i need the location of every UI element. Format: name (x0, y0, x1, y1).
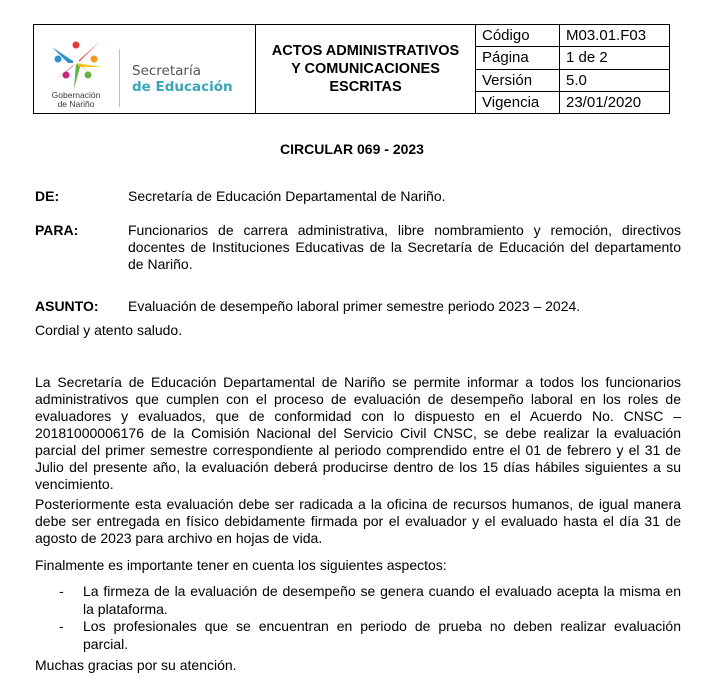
meta-value-vigencia: 23/01/2020 (560, 91, 670, 113)
meta-label-pagina: Página (476, 47, 560, 69)
meta-label-codigo: Código (476, 25, 560, 47)
logo-gov-line-1: Gobernación (51, 90, 101, 100)
list-item-text: La firmeza de la evaluación de desempeño se genera cuando el evaluado acepta la misma en la plataforma. (83, 583, 681, 617)
meta-value-codigo: M03.01.F03 (560, 25, 670, 47)
logo-gov-line-2: de Nariño (57, 99, 95, 109)
title-line-1: ACTOS ADMINISTRATIVOS (271, 43, 460, 59)
gobernacion-narino-logo (40, 33, 250, 111)
paragraph-1: La Secretaría de Educación Departamental de Nariño se permite informar a todos los funcionarios administrativos que cumplen con el proceso de evaluación de desempeño laboral en los roles de evaluadores y evaluados, que de conformidad con lo dispuesto en el Acuerdo No. CNSC – 20181000006176 de la Comisión Nacional del Servicio Civil CNSC, se debe realizar la evaluación parcial del primer semestre correspondiente al periodo comprendido entre el 01 de febrero y el 31 de Julio del presente año, la evaluación deberá producirse dentro de los 15 días hábiles siguientes a su vencimiento. (35, 374, 681, 492)
logo-secretaria-text (132, 63, 233, 95)
document-type-title (256, 25, 476, 114)
para-label: PARA: (35, 222, 79, 238)
list-item-text: Los profesionales que se encuentran en periodo de prueba no deben realizar evaluación parcial. (83, 618, 681, 652)
list-item (35, 583, 681, 618)
para-text: Funcionarios de carrera administrativa, libre nombramiento y remoción, directivos docentes de Instituciones Educativas de la Secretaría de Educación del departamento de Nariño. (128, 222, 681, 272)
paragraph-2: Posteriormente esta evaluación debe ser radicada a la oficina de recursos humanos, de igual manera debe ser entregada en físico debidamente firmada por el evaluador y el evaluado hasta el día 31 de agosto de 2023 para archivo en hojas de vida. (35, 496, 681, 546)
asunto-text: Evaluación de desempeño laboral primer semestre periodo 2023 – 2024. (128, 298, 581, 314)
closing: Muchas gracias por su atención. (35, 657, 237, 673)
meta-value-pagina: 1 de 2 (560, 47, 670, 69)
logo-cell (34, 25, 256, 114)
title-line-3: ESCRITAS (329, 79, 402, 95)
circular-title: CIRCULAR 069 - 2023 (280, 141, 424, 157)
greeting: Cordial y atento saludo. (35, 322, 183, 338)
paragraph-3: Finalmente es importante tener en cuenta los siguientes aspectos: (35, 557, 447, 573)
document-header-table (33, 24, 670, 114)
de-label: DE: (35, 188, 60, 204)
meta-label-vigencia: Vigencia (476, 91, 560, 113)
bullet-dash: - (59, 618, 64, 634)
logo-secretaria-line-1: Secretaría (132, 63, 201, 79)
logo-secretaria-line-2: de Educación (132, 79, 233, 95)
aspects-list (35, 583, 681, 653)
de-text: Secretaría de Educación Departamental de Nariño. (128, 188, 446, 204)
logo-divider (119, 49, 120, 107)
list-item (35, 618, 681, 653)
asunto-label: ASUNTO: (35, 298, 99, 314)
meta-value-version: 5.0 (560, 69, 670, 91)
star-people-logo-icon (46, 37, 106, 89)
title-line-2: Y COMUNICACIONES (291, 61, 440, 77)
meta-label-version: Versión (476, 69, 560, 91)
logo-gobernacion-text (40, 91, 112, 109)
bullet-dash: - (59, 583, 64, 599)
